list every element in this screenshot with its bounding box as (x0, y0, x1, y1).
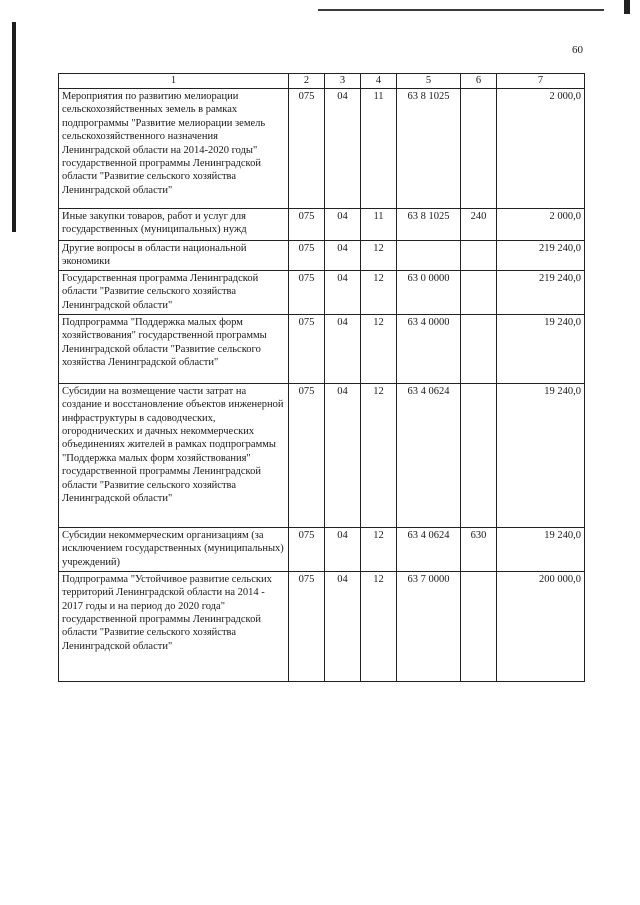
cell-expense-type (461, 270, 497, 314)
cell-amount: 2 000,0 (497, 209, 585, 241)
cell-target-code: 63 7 0000 (397, 571, 461, 681)
header-col-3: 3 (325, 74, 361, 89)
cell-target-code: 63 4 0624 (397, 383, 461, 527)
row-name: Подпрограмма "Поддержка малых форм хозяйствования" государственной программы Ленинградской области "Развитие сельского хозяйства Ленинградской области" (59, 314, 289, 383)
cell-section: 04 (325, 89, 361, 209)
cell-amount: 19 240,0 (497, 314, 585, 383)
table-row (59, 571, 585, 681)
cell-ministry: 075 (289, 241, 325, 271)
table-row (59, 314, 585, 383)
cell-amount: 19 240,0 (497, 383, 585, 527)
cell-expense-type: 630 (461, 527, 497, 571)
cell-ministry: 075 (289, 527, 325, 571)
table-row (59, 270, 585, 314)
header-col-2: 2 (289, 74, 325, 89)
cell-ministry: 075 (289, 209, 325, 241)
row-name: Субсидии некоммерческим организациям (за исключением государственных (муниципальных) учреждений) (59, 527, 289, 571)
cell-ministry: 075 (289, 571, 325, 681)
scan-top-line (318, 9, 604, 11)
cell-amount: 2 000,0 (497, 89, 585, 209)
cell-subsection: 12 (361, 383, 397, 527)
cell-subsection: 12 (361, 270, 397, 314)
row-name: Подпрограмма "Устойчивое развитие сельских территорий Ленинградской области на 2014 - 2017 годы и на период до 2020 года" государственной программы Ленинградской области "Развитие сельского хозяйства Ленинградской области" (59, 571, 289, 681)
cell-amount: 200 000,0 (497, 571, 585, 681)
cell-expense-type (461, 241, 497, 271)
cell-target-code (397, 241, 461, 271)
cell-amount: 219 240,0 (497, 270, 585, 314)
cell-expense-type (461, 383, 497, 527)
table-row (59, 527, 585, 571)
row-name: Государственная программа Ленинградской области "Развитие сельского хозяйства Ленинградской области" (59, 270, 289, 314)
cell-ministry: 075 (289, 383, 325, 527)
header-col-7: 7 (497, 74, 585, 89)
cell-target-code: 63 0 0000 (397, 270, 461, 314)
cell-subsection: 12 (361, 571, 397, 681)
cell-expense-type (461, 89, 497, 209)
scan-edge-mark (12, 22, 16, 232)
cell-section: 04 (325, 270, 361, 314)
table-row (59, 89, 585, 209)
cell-amount: 19 240,0 (497, 527, 585, 571)
cell-section: 04 (325, 314, 361, 383)
cell-section: 04 (325, 209, 361, 241)
cell-section: 04 (325, 527, 361, 571)
scan-corner-mark (624, 0, 630, 14)
cell-ministry: 075 (289, 270, 325, 314)
cell-target-code: 63 8 1025 (397, 89, 461, 209)
header-col-6: 6 (461, 74, 497, 89)
table-row (59, 209, 585, 241)
header-col-5: 5 (397, 74, 461, 89)
cell-subsection: 12 (361, 241, 397, 271)
page-number: 60 (572, 44, 583, 56)
cell-subsection: 11 (361, 89, 397, 209)
table-header-row (59, 74, 585, 89)
budget-table (58, 73, 585, 682)
cell-amount: 219 240,0 (497, 241, 585, 271)
row-name: Мероприятия по развитию мелиорации сельскохозяйственных земель в рамках подпрограммы "Развитие мелиорации земель сельскохозяйственного назначения Ленинградской области на 2014-2020 годы" государственной программы Ленинградской области "Развитие сельского хозяйства Ленинградской области" (59, 89, 289, 209)
cell-expense-type (461, 571, 497, 681)
cell-subsection: 11 (361, 209, 397, 241)
cell-subsection: 12 (361, 527, 397, 571)
cell-section: 04 (325, 571, 361, 681)
cell-expense-type: 240 (461, 209, 497, 241)
header-col-1: 1 (59, 74, 289, 89)
cell-ministry: 075 (289, 89, 325, 209)
cell-section: 04 (325, 383, 361, 527)
row-name: Субсидии на возмещение части затрат на создание и восстановление объектов инженерной инфраструктуры в садоводческих, огороднических и дачных некоммерческих объединениях жителей в рамках подпрограммы "Поддержка малых форм хозяйствования" государственной программы Ленинградской области "Развитие сельского хозяйства Ленинградской области" (59, 383, 289, 527)
cell-target-code: 63 8 1025 (397, 209, 461, 241)
cell-expense-type (461, 314, 497, 383)
row-name: Иные закупки товаров, работ и услуг для государственных (муниципальных) нужд (59, 209, 289, 241)
row-name: Другие вопросы в области национальной экономики (59, 241, 289, 271)
header-col-4: 4 (361, 74, 397, 89)
cell-target-code: 63 4 0000 (397, 314, 461, 383)
cell-subsection: 12 (361, 314, 397, 383)
table-row (59, 383, 585, 527)
cell-section: 04 (325, 241, 361, 271)
table-row (59, 241, 585, 271)
cell-ministry: 075 (289, 314, 325, 383)
cell-target-code: 63 4 0624 (397, 527, 461, 571)
